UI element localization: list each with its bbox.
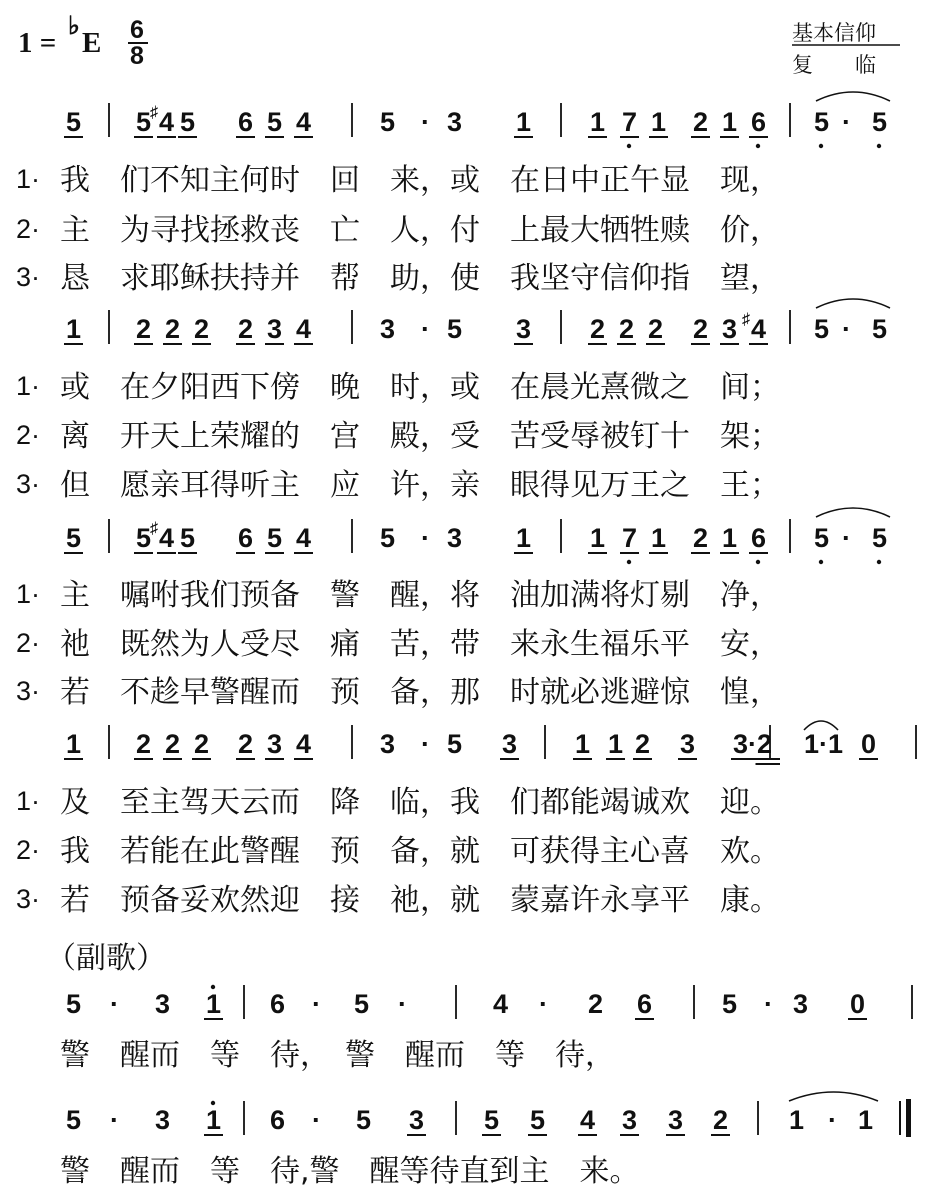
hymn-title: 复 临 xyxy=(792,53,876,77)
note: 2 xyxy=(693,314,709,344)
note: 2 xyxy=(194,729,210,759)
duration-dot: · xyxy=(110,1105,119,1135)
chorus-system-2 xyxy=(60,1092,911,1189)
note: 5 xyxy=(136,523,152,553)
duration-dot: · xyxy=(110,989,119,1019)
flat-accidental: ♭ xyxy=(68,12,80,40)
note: 5 xyxy=(872,107,888,137)
note: 1 xyxy=(722,523,738,553)
note: 4 xyxy=(296,107,312,137)
note: 1 xyxy=(590,107,606,137)
note: 5 xyxy=(180,107,196,137)
note: 1 xyxy=(516,523,532,553)
verse-number: 1· xyxy=(16,371,41,401)
duration-dot: · xyxy=(842,523,851,553)
note: 5 xyxy=(66,989,82,1019)
note: 1 xyxy=(575,729,591,759)
lyric-line: 若 不趁早警醒而 预 备，那 时就必逃避惊 惶， xyxy=(60,675,780,710)
note: 1 xyxy=(590,523,606,553)
note: 2 xyxy=(136,314,152,344)
duration-dot: · xyxy=(764,989,773,1019)
octave-dot-above xyxy=(211,985,215,989)
lyric-line: 我 若能在此警醒 预 备，就 可获得主心喜 欢。 xyxy=(60,834,780,869)
notation-line xyxy=(66,1092,911,1137)
note: 4 xyxy=(159,107,175,137)
note: 3·2 xyxy=(733,729,773,759)
note: 3 xyxy=(155,989,171,1019)
note: 1 xyxy=(206,989,222,1019)
note: 5 xyxy=(530,1105,546,1135)
final-barline xyxy=(906,1099,911,1137)
note: 1 xyxy=(722,107,738,137)
verse-number: 3· xyxy=(16,676,41,706)
note: 3 xyxy=(155,1105,171,1135)
notation-line xyxy=(64,721,916,764)
duration-dot: · xyxy=(398,989,407,1019)
key-signature-prefix: 1 = xyxy=(18,27,57,59)
octave-dot-above xyxy=(211,1101,215,1105)
duration-dot: · xyxy=(539,989,548,1019)
note: 2 xyxy=(238,314,254,344)
note: 7 xyxy=(622,523,638,553)
tie-arc xyxy=(789,1092,878,1101)
note: 1 xyxy=(608,729,624,759)
tie-arc xyxy=(816,92,890,101)
lyric-line: 警 醒而 等 待， 警 醒而 等 待， xyxy=(60,1038,615,1073)
time-signature-top: 6 xyxy=(130,16,144,44)
note: 4 xyxy=(751,314,767,344)
note: 3 xyxy=(622,1105,638,1135)
sharp-accidental: ♯ xyxy=(742,311,750,328)
note: 6 xyxy=(751,523,767,553)
verse-number: 2· xyxy=(16,628,41,658)
note: 6 xyxy=(270,989,286,1019)
verse-number: 1· xyxy=(16,579,41,609)
tie-arc xyxy=(816,508,890,517)
verse-number: 2· xyxy=(16,420,41,450)
note: 5 xyxy=(872,314,888,344)
note: 5 xyxy=(814,107,830,137)
lyric-line: 离 开天上荣耀的 宫 殿，受 苦受辱被钉十 架； xyxy=(60,419,780,454)
note: 2 xyxy=(635,729,651,759)
note: 0 xyxy=(850,989,866,1019)
note: 2 xyxy=(648,314,664,344)
note: 5 xyxy=(380,107,396,137)
note: 2 xyxy=(165,314,181,344)
note: 5 xyxy=(267,107,283,137)
duration-dot: · xyxy=(842,107,851,137)
note: 2 xyxy=(713,1105,729,1135)
note: 5 xyxy=(872,523,888,553)
note: 3 xyxy=(722,314,738,344)
note: 1 xyxy=(651,107,667,137)
note: 2 xyxy=(590,314,606,344)
verse-number: 3· xyxy=(16,262,41,292)
note: 1 xyxy=(789,1105,805,1135)
note: 5 xyxy=(354,989,370,1019)
note: 5 xyxy=(267,523,283,553)
note: 5 xyxy=(66,523,82,553)
lyric-line: 恳 求耶稣扶持并 帮 助，使 我坚守信仰指 望， xyxy=(60,261,780,296)
note: 2 xyxy=(136,729,152,759)
note: 5 xyxy=(356,1105,372,1135)
octave-dot-below xyxy=(877,560,881,564)
key-signature-letter: E xyxy=(82,27,102,59)
duration-dot: · xyxy=(421,107,430,137)
note: 3 xyxy=(267,729,283,759)
note: 2 xyxy=(194,314,210,344)
note: 1 xyxy=(651,523,667,553)
note: 1 xyxy=(206,1105,222,1135)
note: 3 xyxy=(680,729,696,759)
lyric-line: 我 们不知主何时 回 来，或 在日中正午显 现， xyxy=(60,163,780,198)
note: 6 xyxy=(238,107,254,137)
note: 3 xyxy=(267,314,283,344)
verse-number: 1· xyxy=(16,164,41,194)
verse-number: 1· xyxy=(16,786,41,816)
verse-number: 3· xyxy=(16,884,41,914)
verse-number: 2· xyxy=(16,214,41,244)
note: 4 xyxy=(296,729,312,759)
lyric-line: 主 为寻找拯救丧 亡 人，付 上最大牺牲赎 价， xyxy=(60,213,780,248)
note: 5 xyxy=(66,1105,82,1135)
sharp-accidental: ♯ xyxy=(150,104,158,121)
note: 6 xyxy=(238,523,254,553)
octave-dot-below xyxy=(756,560,760,564)
duration-dot: · xyxy=(312,989,321,1019)
chorus-label: （副歌） xyxy=(46,941,166,976)
note: 3 xyxy=(409,1105,425,1135)
note: 0 xyxy=(861,729,877,759)
system-1 xyxy=(16,92,890,296)
note: 2 xyxy=(588,989,604,1019)
duration-dot: · xyxy=(312,1105,321,1135)
note: 5 xyxy=(180,523,196,553)
tie-arc xyxy=(816,299,890,308)
sharp-accidental: ♯ xyxy=(150,520,158,537)
duration-dot: · xyxy=(828,1105,837,1135)
source-category: 基本信仰 xyxy=(792,21,876,45)
notation-line xyxy=(64,299,890,344)
note: 6 xyxy=(637,989,653,1019)
note: 5 xyxy=(814,314,830,344)
note: 2 xyxy=(238,729,254,759)
note: 2 xyxy=(693,523,709,553)
note: 6 xyxy=(270,1105,286,1135)
octave-dot-below xyxy=(819,144,823,148)
octave-dot-below xyxy=(627,560,631,564)
note: 6 xyxy=(751,107,767,137)
system-2 xyxy=(16,299,890,503)
note: 5 xyxy=(380,523,396,553)
note: 3 xyxy=(380,729,396,759)
note: 4 xyxy=(296,523,312,553)
octave-dot-below xyxy=(877,144,881,148)
note: 3 xyxy=(380,314,396,344)
duration-dot: · xyxy=(421,314,430,344)
note: 7 xyxy=(622,107,638,137)
note: 5 xyxy=(722,989,738,1019)
octave-dot-below xyxy=(756,144,760,148)
octave-dot-below xyxy=(627,144,631,148)
note: 1 xyxy=(66,314,82,344)
lyric-line: 及 至主驾天云而 降 临，我 们都能竭诚欢 迎。 xyxy=(60,785,780,820)
notation-line xyxy=(64,92,890,148)
lyric-line: 警 醒而 等 待,警 醒等待直到主 来。 xyxy=(60,1154,640,1189)
time-signature-bottom: 8 xyxy=(130,42,144,70)
note: 5 xyxy=(447,314,463,344)
note: 4 xyxy=(493,989,509,1019)
note: 3 xyxy=(793,989,809,1019)
verse-number: 2· xyxy=(16,835,41,865)
note: 1·1 xyxy=(804,729,844,759)
note: 3 xyxy=(668,1105,684,1135)
system-4 xyxy=(16,721,916,918)
duration-dot: · xyxy=(842,314,851,344)
octave-dot-below xyxy=(819,560,823,564)
note: 5 xyxy=(484,1105,500,1135)
notation-line xyxy=(64,508,890,564)
note: 5 xyxy=(447,729,463,759)
note: 5 xyxy=(814,523,830,553)
verse-number: 3· xyxy=(16,469,41,499)
lyric-line: 祂 既然为人受尽 痛 苦，带 来永生福乐平 安， xyxy=(60,627,780,662)
note: 2 xyxy=(165,729,181,759)
system-3 xyxy=(16,508,890,710)
note: 4 xyxy=(296,314,312,344)
note: 1 xyxy=(858,1105,874,1135)
note: 4 xyxy=(580,1105,596,1135)
lyric-line: 但 愿亲耳得听主 应 许，亲 眼得见万王之 王； xyxy=(60,468,780,503)
note: 3 xyxy=(447,107,463,137)
duration-dot: · xyxy=(421,523,430,553)
notation-line xyxy=(66,985,912,1019)
note: 2 xyxy=(693,107,709,137)
lyric-line: 或 在夕阳西下傍 晚 时，或 在晨光熹微之 间； xyxy=(60,370,780,405)
note: 3 xyxy=(502,729,518,759)
lyric-line: 主 嘱咐我们预备 警 醒，将 油加满将灯剔 净， xyxy=(60,578,780,613)
note: 3 xyxy=(516,314,532,344)
note: 4 xyxy=(159,523,175,553)
note: 5 xyxy=(136,107,152,137)
note: 2 xyxy=(619,314,635,344)
lyric-line: 若 预备妥欢然迎 接 祂，就 蒙嘉许永享平 康。 xyxy=(60,883,780,918)
chorus-system-1 xyxy=(60,985,912,1073)
note: 1 xyxy=(516,107,532,137)
note: 5 xyxy=(66,107,82,137)
duration-dot: · xyxy=(421,729,430,759)
note: 1 xyxy=(66,729,82,759)
note: 3 xyxy=(447,523,463,553)
